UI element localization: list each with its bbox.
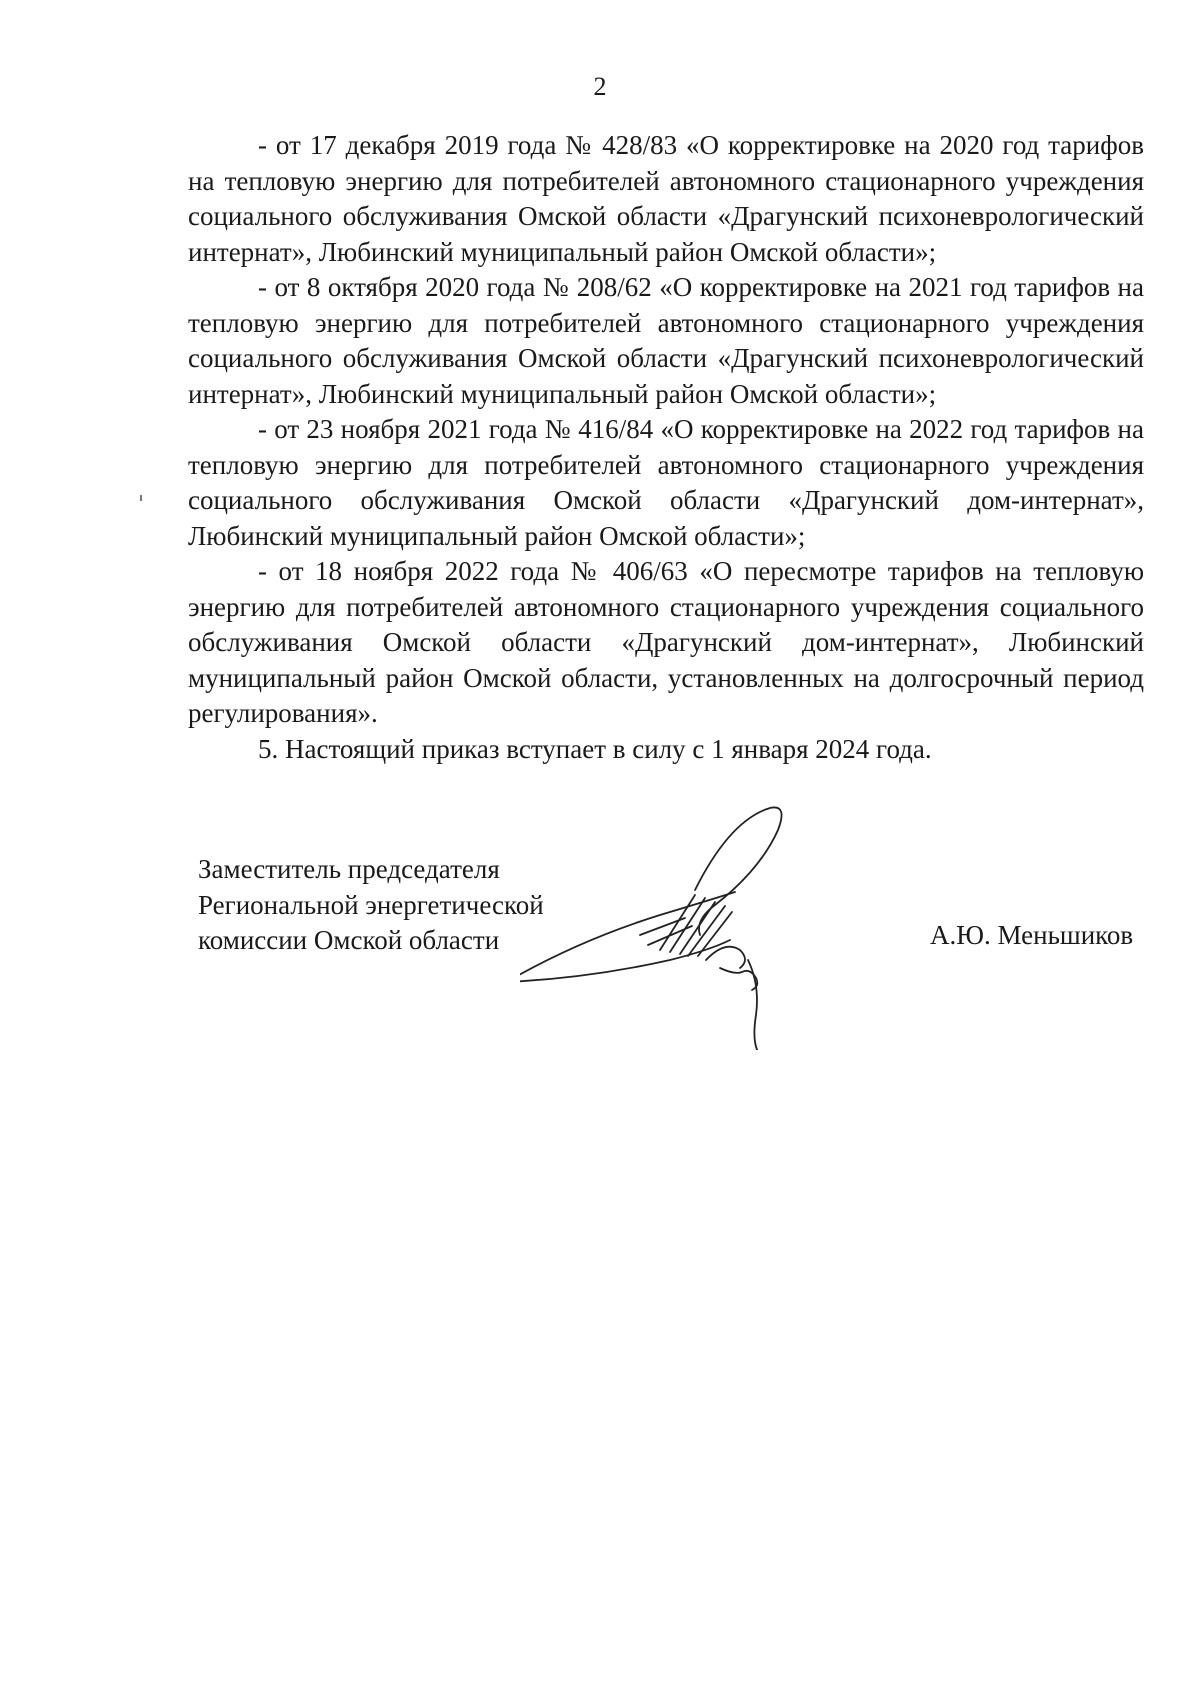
- paragraph-effective-date: 5. Настоящий приказ вступает в силу с 1 января 2024 года.: [258, 733, 932, 764]
- page-number: 2: [593, 72, 607, 101]
- paragraph-order-2020: - от 8 октября 2020 года № 208/62 «О корректировке на 2021 год тарифов на тепловую энергию для потребителей автономного стационарного учреждения социального обслуживания Омской области «Драгунский психоневрологический интернат», Любинский муниципальный район Омской области»;: [188, 272, 1144, 409]
- paragraph-order-2019: - от 17 декабря 2019 года № 428/83 «О корректировке на 2020 год тарифов на тепловую энергию для потребителей автономного стационарного учреждения социального обслуживания Омской области «Драгунский психоневрологический интернат», Любинский муниципальный район Омской области»;: [188, 130, 1144, 267]
- signatory-name: А.Ю. Меньшиков: [930, 920, 1134, 950]
- document-body: [188, 128, 1144, 767]
- signatory-position-line: Заместитель председателя: [198, 854, 500, 884]
- paragraph-order-2021: - от 23 ноября 2021 года № 416/84 «О корректировке на 2022 год тарифов на тепловую энергию для потребителей автономного стационарного учреждения социального обслуживания Омской области «Драгунский дом-интернат», Любинский муниципальный район Омской области»;: [188, 414, 1144, 551]
- handwritten-signature: [520, 800, 860, 1050]
- paragraph-order-2022: - от 18 ноября 2022 года № 406/63 «О пересмотре тарифов на тепловую энергию для потребителей автономного стационарного учреждения социального обслуживания Омской области «Драгунский дом-интернат», Любинский муниципальный район Омской области, установленных на долгосрочный период регулирования».: [188, 556, 1144, 728]
- signatory-position-line: комиссии Омской области: [198, 925, 500, 955]
- scan-speck: [140, 495, 142, 501]
- signatory-position-line: Региональной энергетической: [198, 889, 544, 920]
